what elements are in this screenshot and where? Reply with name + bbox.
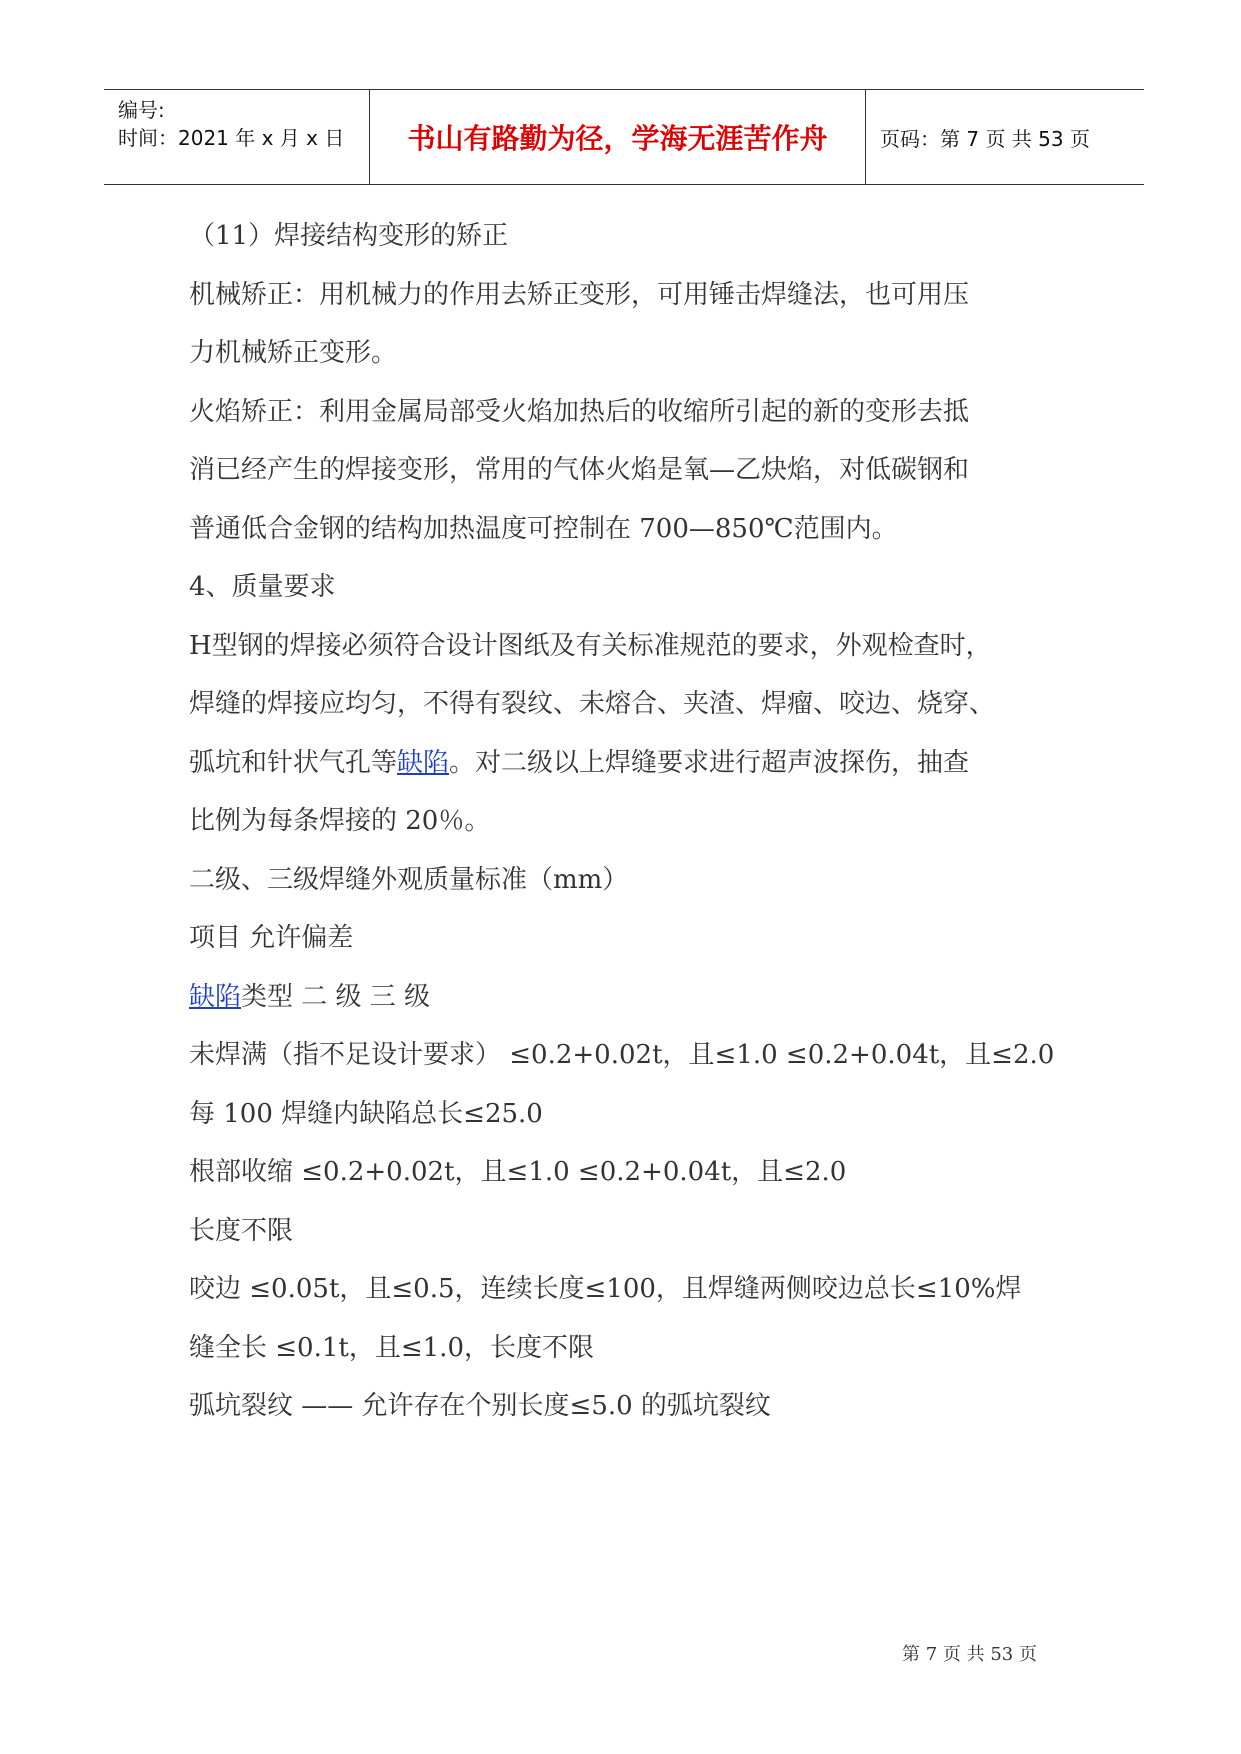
body-text: 普通低合金钢的结构加热温度可控制在 700—850℃范围内。 xyxy=(189,513,898,544)
body-text: 弧坑裂纹 —— 允许存在个别长度≤5.0 的弧坑裂纹 xyxy=(189,1391,771,1421)
body-line xyxy=(189,1210,293,1247)
defect-link[interactable]: 缺陷 xyxy=(189,981,242,1012)
body-text: 火焰矫正：利用金属局部受火焰加热后的收缩所引起的新的变形去抵 xyxy=(189,396,970,427)
body-line xyxy=(189,1151,846,1188)
body-line xyxy=(189,332,397,369)
body-text: （11）焊接结构变形的矫正 xyxy=(189,221,509,251)
body-line xyxy=(189,449,969,486)
body-text: 根部收缩 ≤0.2+0.02t，且≤1.0 ≤0.2+0.04t，且≤2.0 xyxy=(189,1157,847,1187)
page-footer: 第 7 页 共 53 页 xyxy=(902,1644,1037,1665)
header-motto: 书山有路勤为径，学海无涯苦作舟 xyxy=(370,90,866,184)
body-text: 二级、三级焊缝外观质量标准（mm） xyxy=(189,864,629,895)
body-line xyxy=(189,274,969,311)
body-text: 类型 二 级 三 级 xyxy=(241,981,431,1012)
body-text: 焊缝的焊接应均匀，不得有裂纹、未熔合、夹渣、焊瘤、咬边、烧穿、 xyxy=(189,689,996,719)
header-page-label: 页码：第 7 页 共 53 页 xyxy=(880,126,1090,151)
body-line xyxy=(189,625,992,662)
body-text: 力机械矫正变形。 xyxy=(189,338,398,368)
body-text: 消已经产生的焊接变形，常用的气体火焰是氧—乙炔焰，对低碳钢和 xyxy=(189,455,970,485)
body-text: 。对二级以上焊缝要求进行超声波探伤，抽查 xyxy=(449,747,970,778)
body-text: 长度不限 xyxy=(189,1215,294,1246)
body-text: 咬边 ≤0.05t，且≤0.5，连续长度≤100，且焊缝两侧咬边总长≤10%焊 xyxy=(189,1274,1022,1304)
document-number-label: 编号: xyxy=(118,98,165,122)
page-header xyxy=(104,89,1144,185)
body-line xyxy=(189,683,995,720)
body-text: 未焊满（指不足设计要求） ≤0.2+0.02t，且≤1.0 ≤0.2+0.04t，且≤2.0 xyxy=(189,1040,1055,1070)
body-line xyxy=(189,508,898,545)
body-text: 项目 允许偏差 xyxy=(189,923,354,953)
document-time-label: 时间：2021 年 x 月 x 日 xyxy=(118,126,345,150)
body-text: 弧坑和针状气孔等 xyxy=(189,747,398,778)
body-line xyxy=(189,1034,1054,1071)
body-text: H型钢的焊接必须符合设计图纸及有关标准规范的要求，外观检查时， xyxy=(189,630,992,661)
defect-link[interactable]: 缺陷 xyxy=(397,747,450,778)
header-left-cell xyxy=(104,90,370,184)
body-line xyxy=(189,1268,1022,1305)
body-text: 机械矫正：用机械力的作用去矫正变形，可用锤击焊缝法，也可用压 xyxy=(189,279,970,310)
body-line xyxy=(189,1385,771,1422)
body-line xyxy=(189,742,969,779)
body-line xyxy=(189,566,336,603)
body-text: 4、质量要求 xyxy=(189,572,336,602)
body-text: 缝全长 ≤0.1t，且≤1.0，长度不限 xyxy=(189,1332,594,1363)
body-text: 每 100 焊缝内缺陷总长≤25.0 xyxy=(189,1098,543,1129)
body-line xyxy=(189,1093,543,1130)
body-line xyxy=(189,391,969,428)
body-line xyxy=(189,976,430,1013)
body-line xyxy=(189,215,508,252)
body-line xyxy=(189,917,353,954)
body-line xyxy=(189,1327,594,1364)
body-line xyxy=(189,800,490,837)
body-line xyxy=(189,859,628,896)
body-text: 比例为每条焊接的 20％。 xyxy=(189,806,491,836)
